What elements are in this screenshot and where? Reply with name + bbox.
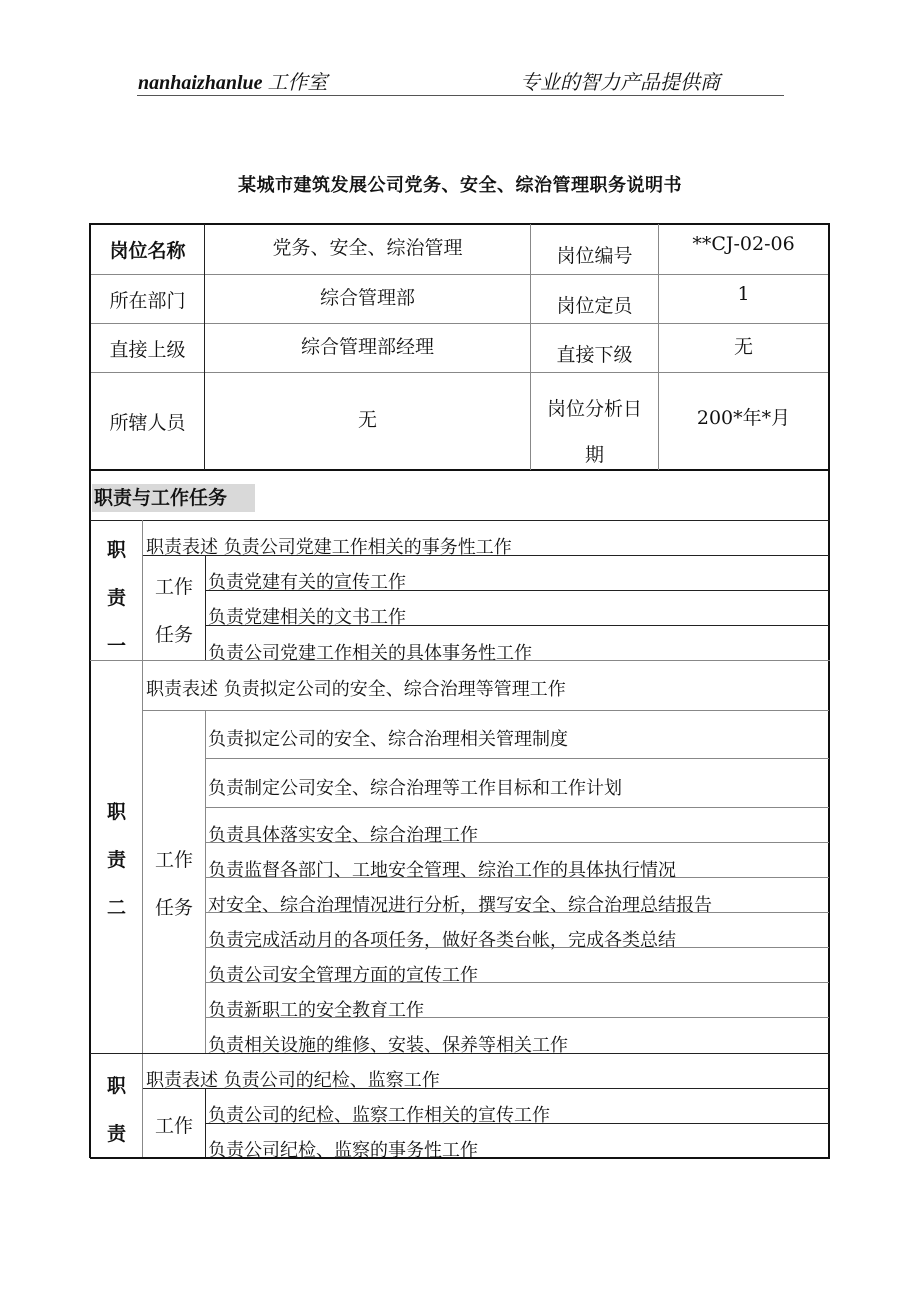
- task-label-line1: 工作: [154, 1115, 193, 1137]
- direct-superior-value: 综合管理部经理: [300, 336, 434, 358]
- duties-section-heading: 职责与工作任务: [92, 484, 255, 512]
- duty-label-char: 职: [106, 1075, 126, 1097]
- duty-3-task-label: [143, 1102, 205, 1150]
- headcount-value: 1: [737, 283, 750, 305]
- task-item: 负责制定公司安全、综合治理等工作目标和工作计划: [208, 778, 622, 799]
- task-item: 对安全、综合治理情况进行分析，撰写安全、综合治理总结报告: [208, 895, 712, 916]
- task-item: 负责党建相关的文书工作: [208, 607, 406, 628]
- task-item: 负责完成活动月的各项任务，做好各类台帐，完成各类总结: [208, 930, 676, 951]
- duty-2-label: [91, 788, 142, 932]
- department-label: 所在部门: [109, 289, 186, 312]
- task-item: 负责公司党建工作相关的具体事务性工作: [208, 643, 532, 664]
- task-item: 负责党建有关的宣传工作: [208, 572, 406, 593]
- task-item: 负责拟定公司的安全、综合治理相关管理制度: [208, 729, 568, 750]
- row-divider: [143, 1088, 829, 1089]
- task-label-col-divider: [205, 710, 206, 1053]
- staff-label: 所辖人员: [109, 411, 186, 434]
- row-divider: [206, 1017, 829, 1018]
- direct-subordinate-value: 无: [733, 336, 753, 358]
- task-item: 负责新职工的安全教育工作: [208, 1000, 424, 1021]
- analysis-date-label-line2: 期: [584, 444, 604, 466]
- duty-1-task-label: [143, 563, 205, 659]
- analysis-date-label-line1: 岗位分析日: [546, 398, 642, 420]
- analysis-date-value: 200*年*月: [696, 406, 791, 429]
- duty-label-char: 职: [106, 539, 126, 561]
- duty-label-char: 职: [106, 801, 126, 823]
- row-divider: [143, 710, 829, 711]
- duty-label-char: 责: [106, 849, 126, 871]
- position-code-value: **CJ-02-06: [692, 233, 795, 255]
- position-name-value: 党务、安全、综治管理: [272, 237, 463, 259]
- position-code-label: 岗位编号: [556, 245, 633, 267]
- header-divider: [137, 95, 784, 96]
- department-value: 综合管理部: [319, 287, 415, 309]
- row-divider: [90, 469, 830, 471]
- row-divider: [206, 947, 829, 948]
- row-divider: [206, 877, 829, 878]
- task-item: 负责相关设施的维修、安装、保养等相关工作: [208, 1035, 568, 1056]
- duty-2-task-label: [143, 836, 205, 932]
- duty-3-label: [91, 1062, 142, 1158]
- duty-1-statement: 职责表述 负责公司党建工作相关的事务性工作: [146, 537, 512, 558]
- task-item: 负责公司纪检、监察的事务性工作: [208, 1140, 478, 1161]
- row-divider: [206, 842, 829, 843]
- document-title: 某城市建筑发展公司党务、安全、综治管理职务说明书: [238, 175, 682, 196]
- analysis-date-label: [531, 386, 658, 478]
- duty-1-label: [91, 526, 142, 670]
- duty-label-char: 二: [106, 897, 126, 919]
- duty-3-statement: 职责表述 负责公司的纪检、监察工作: [146, 1070, 440, 1091]
- row-divider: [206, 1123, 829, 1124]
- brand-cn: 工作室: [267, 72, 328, 94]
- row-divider: [90, 1053, 830, 1054]
- direct-subordinate-label: 直接下级: [556, 343, 633, 366]
- headcount-label: 岗位定员: [556, 294, 633, 317]
- duty-label-char: 责: [106, 587, 126, 609]
- task-label-col-divider: [205, 555, 206, 660]
- duty-label-char: 一: [106, 635, 126, 657]
- staff-value: 无: [357, 408, 377, 431]
- row-divider: [206, 625, 829, 626]
- task-label-line1: 工作: [154, 849, 193, 871]
- position-name-label: 岗位名称: [109, 240, 186, 262]
- task-item: 负责监督各部门、工地安全管理、综治工作的具体执行情况: [208, 860, 676, 881]
- row-divider: [206, 807, 829, 808]
- row-divider: [143, 555, 829, 556]
- task-item: 负责具体落实安全、综合治理工作: [208, 825, 478, 846]
- header-brand: [138, 66, 328, 95]
- task-label-line1: 工作: [154, 576, 193, 598]
- table-border-bottom: [90, 1157, 830, 1159]
- brand-latin: nanhaizhanlue: [138, 72, 263, 94]
- row-divider: [206, 758, 829, 759]
- row-divider: [206, 590, 829, 591]
- row-divider: [206, 912, 829, 913]
- row-divider: [90, 520, 830, 521]
- task-label-line2: 任务: [154, 624, 193, 646]
- direct-superior-label: 直接上级: [109, 338, 186, 361]
- row-divider: [90, 660, 830, 661]
- row-divider: [206, 982, 829, 983]
- duty-2-statement: 职责表述 负责拟定公司的安全、综合治理等管理工作: [146, 679, 566, 700]
- task-item: 负责公司的纪检、监察工作相关的宣传工作: [208, 1105, 550, 1126]
- task-label-line2: 任务: [154, 897, 193, 919]
- duty-label-char: 责: [106, 1123, 126, 1145]
- header-tagline: 专业的智力产品提供商: [520, 70, 720, 94]
- task-item: 负责公司安全管理方面的宣传工作: [208, 965, 478, 986]
